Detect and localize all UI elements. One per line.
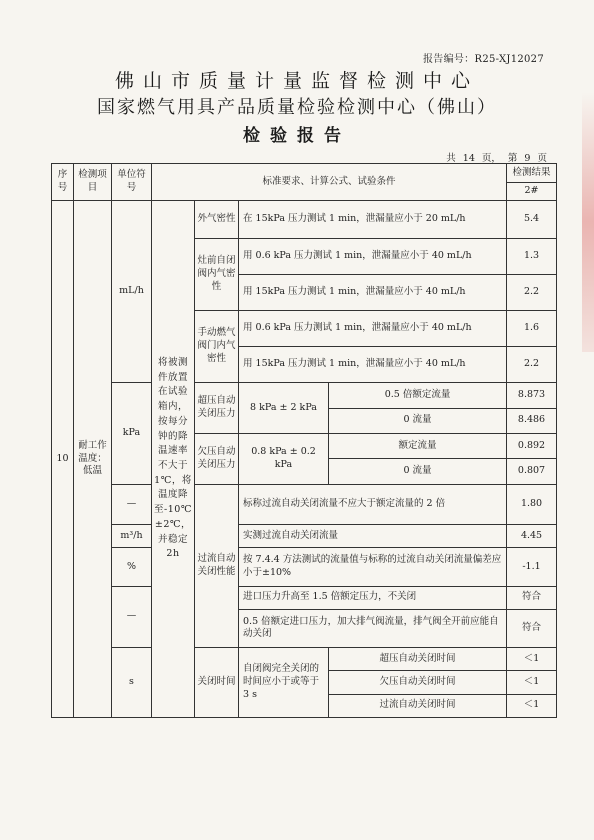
result-overflow-2: 4.45 [507,525,557,548]
result-under-2: 0.807 [507,459,557,484]
report-number: 报告编号：R25-XJ12027 [422,54,544,65]
group-manual-valve: 手动燃气阀门内气密性 [195,311,239,383]
req-manual-2: 用 15kPa 压力测试 1 min，泄漏量应小于 40 mL/h [239,347,507,383]
header-item: 检测项目 [74,164,112,201]
test-results-table [51,163,557,718]
unit-mlh: mL/h [112,201,152,383]
under-pressure-condition: 0.8 kPa ± 0.2 kPa [239,434,329,485]
under-flow-2: 0 流量 [329,459,507,484]
row-seq: 10 [52,201,74,718]
result-manual-1: 1.6 [507,311,557,347]
close-time-under: 欠压自动关闭时间 [329,671,507,694]
over-flow-1: 0.5 倍额定流量 [329,383,507,408]
unit-percent: % [112,548,152,586]
result-over-1: 8.873 [507,383,557,408]
result-overflow-3: -1.1 [507,548,557,586]
test-condition: 将被测件放置在试验箱内，按每分钟的降温速率不大于1℃，将温度降至-10℃±2℃，并稳定2h [152,201,195,718]
header-seq: 序号 [52,164,74,201]
result-manual-2: 2.2 [507,347,557,383]
group-stove-valve: 灶前自闭阀内气密性 [195,239,239,311]
header-requirements: 标准要求、计算公式、试验条件 [152,164,507,201]
result-close-time-3: ＜1 [507,694,557,717]
close-time-overflow: 过流自动关闭时间 [329,694,507,717]
header-unit: 单位符号 [112,164,152,201]
group-over-pressure: 超压自动关闭压力 [195,383,239,434]
header-sample: 2# [507,183,557,201]
req-overflow-5: 0.5 倍额定进口压力，加大排气阀流量，排气阀全开前应能自动关闭 [239,609,507,647]
result-close-time-2: ＜1 [507,671,557,694]
unit-dash-2: — [112,586,152,647]
result-stove-1: 1.3 [507,239,557,275]
result-close-time-1: ＜1 [507,647,557,670]
header-result: 检测结果 [507,164,557,183]
unit-seconds: s [112,647,152,717]
group-overflow: 过流自动关闭性能 [195,484,239,647]
institution-title: 佛山市质量计量监督检测中心 [114,70,479,92]
over-flow-2: 0 流量 [329,408,507,433]
result-overflow-1: 1.80 [507,484,557,524]
req-stove-1: 用 0.6 kPa 压力测试 1 min，泄漏量应小于 40 mL/h [239,239,507,275]
req-stove-2: 用 15kPa 压力测试 1 min，泄漏量应小于 40 mL/h [239,275,507,311]
center-title: 国家燃气用具产品质量检验检测中心（佛山） [97,97,497,118]
result-outer-1: 5.4 [507,201,557,239]
group-close-time: 关闭时间 [195,647,239,717]
result-stove-2: 2.2 [507,275,557,311]
req-overflow-4: 进口压力升高至 1.5 倍额定压力，不关闭 [239,586,507,609]
unit-m3h: m³/h [112,525,152,548]
under-flow-1: 额定流量 [329,434,507,459]
req-outer-1: 在 15kPa 压力测试 1 min，泄漏量应小于 20 mL/h [239,201,507,239]
group-outer-airtightness: 外气密性 [195,201,239,239]
over-pressure-condition: 8 kPa ± 2 kPa [239,383,329,434]
unit-kpa: kPa [112,383,152,485]
close-time-condition: 自闭阀完全关闭的时间应小于或等于 3 s [239,647,329,717]
req-overflow-3: 按 7.4.4 方法测试的流量值与标称的过流自动关闭流量偏差应小于±10% [239,548,507,586]
req-overflow-2: 实测过流自动关闭流量 [239,525,507,548]
result-over-2: 8.486 [507,408,557,433]
req-manual-1: 用 0.6 kPa 压力测试 1 min，泄漏量应小于 40 mL/h [239,311,507,347]
result-under-1: 0.892 [507,434,557,459]
result-overflow-5: 符合 [507,609,557,647]
group-under-pressure: 欠压自动关闭压力 [195,434,239,485]
unit-dash-1: — [112,484,152,524]
req-overflow-1: 标称过流自动关闭流量不应大于额定流量的 2 倍 [239,484,507,524]
page-info: 共 14 页， 第 9 页 [446,153,547,164]
close-time-over: 超压自动关闭时间 [329,647,507,670]
result-overflow-4: 符合 [507,586,557,609]
report-title: 检验报告 [243,126,351,146]
row-item: 耐工作温度：低温 [74,201,112,718]
